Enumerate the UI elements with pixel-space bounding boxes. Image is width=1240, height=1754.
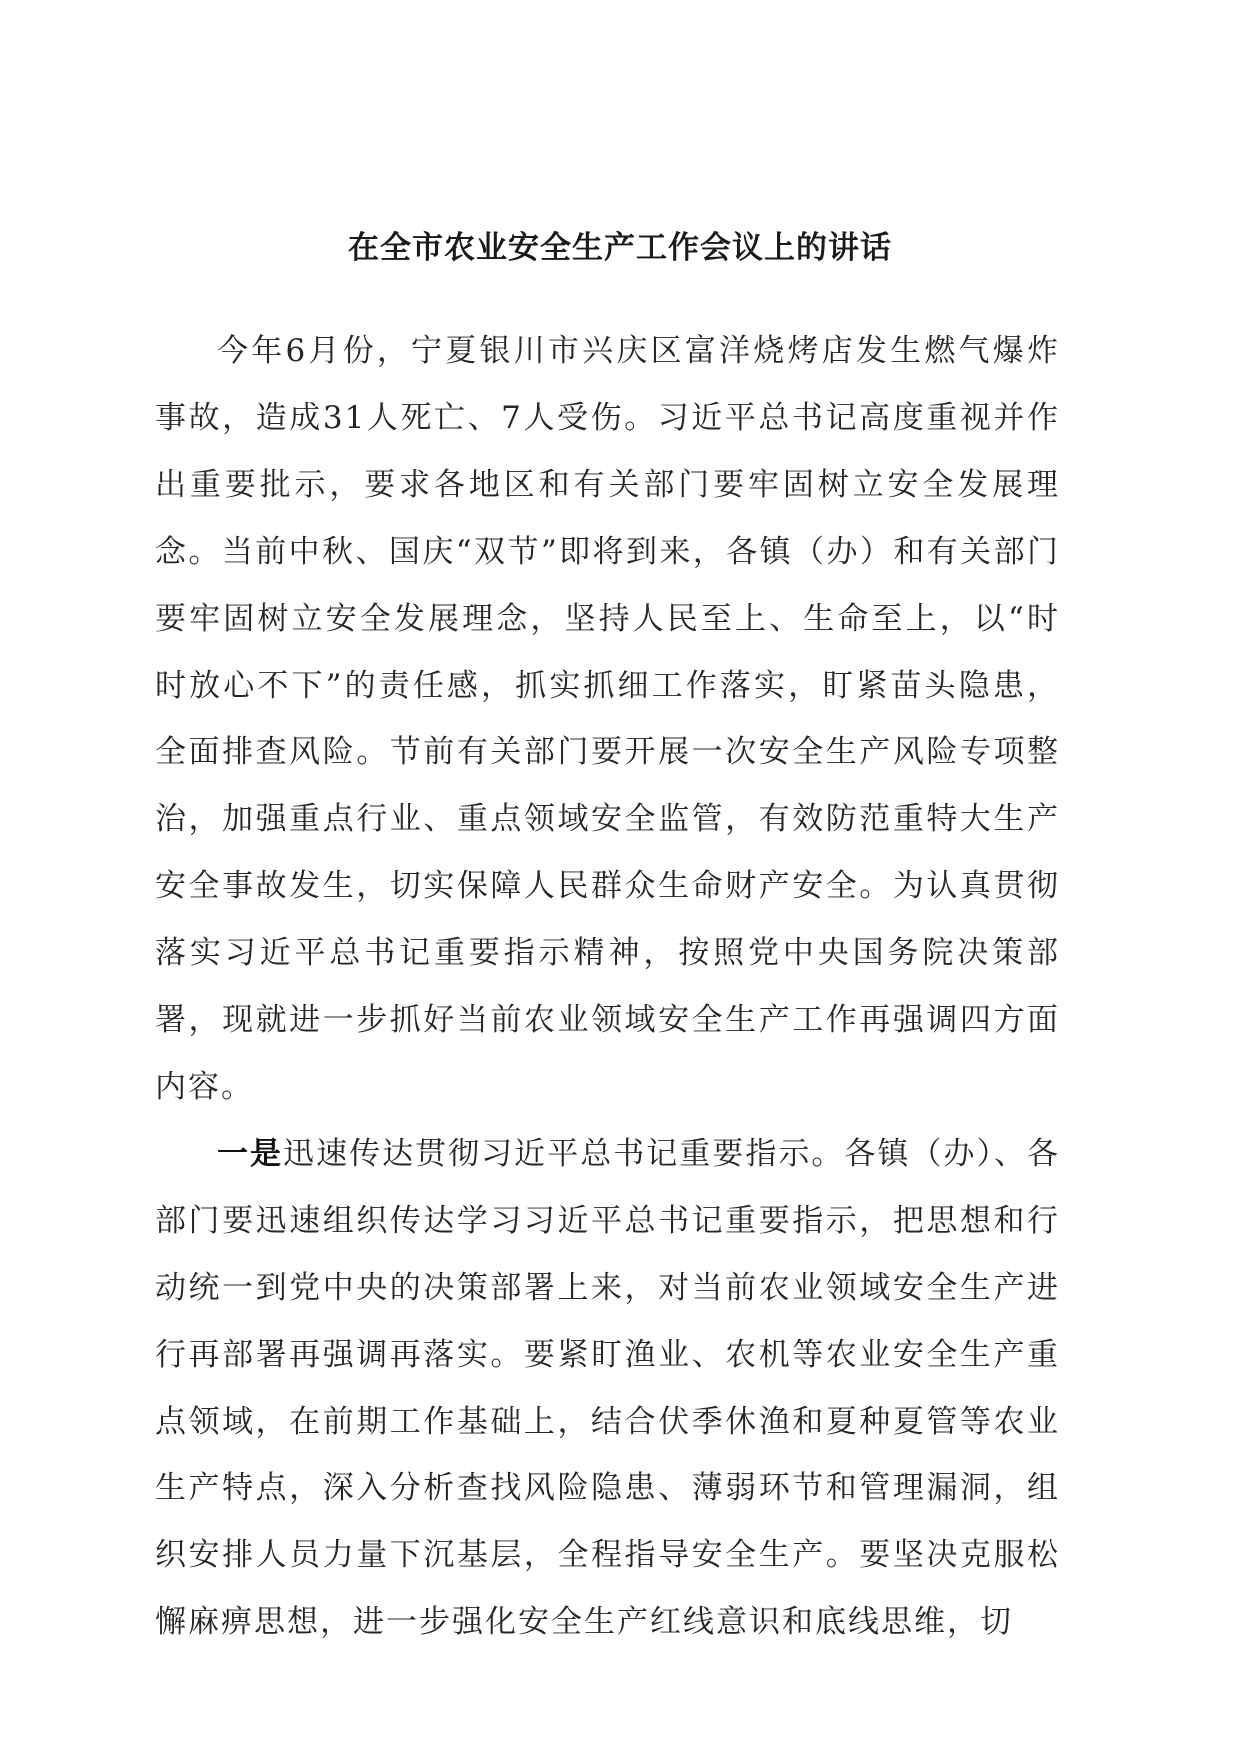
paragraph-intro-text: 今年6月份，宁夏银川市兴庆区富洋烧烤店发生燃气爆炸事故，造成31人死亡、7人受伤。习近平总书记高度重视并作出重要批示，要求各地区和有关部门要牢固树立安全发展理念。当前中秋、国庆“双节”即将到来，各镇（办）和有关部门要牢固树立安全发展理念，坚持人民至上、生命至上，以“时时放心不下”的责任感，抓实抓细工作落实，盯紧苗头隐患，全面排查风险。节前有关部门要开展一次安全生产风险专项整治，加强重点行业、重点领域安全监管，有效防范重特大生产安全事故发生，切实保障人民群众生命财产安全。为认真贯彻落实习近平总书记重要指示精神，按照党中央国务院决策部署，现就进一步抓好当前农业领域安全生产工作再强调四方面内容。 — [155, 333, 1060, 1105]
paragraph-point-one-lead: 一是 — [217, 1135, 284, 1172]
paragraph-intro — [155, 318, 1060, 1121]
document-title: 在全市农业安全生产工作会议上的讲话 — [348, 230, 892, 266]
paragraph-point-one-text: 迅速传达贯彻习近平总书记重要指示。各镇（办）、各部门要迅速组织传达学习习近平总书记重要指示，把思想和行动统一到党中央的决策部署上来，对当前农业领域安全生产进行再部署再强调再落实。要紧盯渔业、农机等农业安全生产重点领域，在前期工作基础上，结合伏季休渔和夏种夏管等农业生产特点，深入分析查找风险隐患、薄弱环节和管理漏洞，组织安排人员力量下沉基层，全程指导安全生产。要坚决克服松懈麻痹思想，进一步强化安全生产红线意识和底线思维，切 — [155, 1135, 1061, 1641]
paragraph-point-one — [155, 1121, 1060, 1656]
document-body — [155, 318, 1060, 1656]
